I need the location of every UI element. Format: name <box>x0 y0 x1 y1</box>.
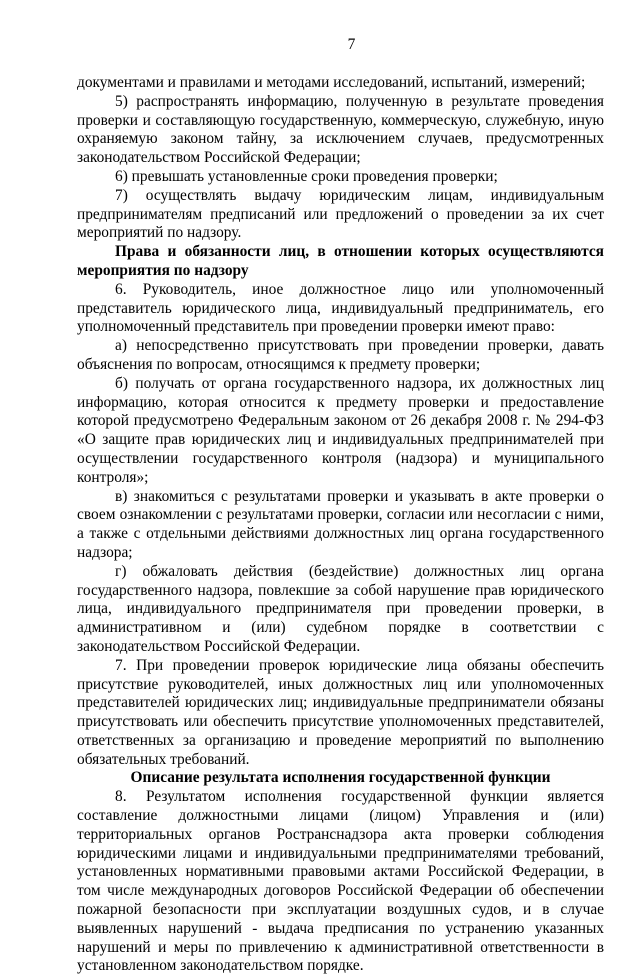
paragraph-item-5: 5) распространять информацию, полученную в результате проведения проверки и составляющую государственную, коммерческую, служебную, иную охраняемую законом тайну, за исключением случаев, предусмотренных законодательством Российской Федерации; <box>77 92 604 167</box>
paragraph-subitem-a: а) непосредственно присутствовать при проведении проверки, давать объяснения по вопросам, относящимся к предмету проверки; <box>77 337 604 373</box>
paragraph-subitem-g: г) обжаловать действия (бездействие) должностных лиц органа государственного надзора, повлекшие за собой нарушение прав юридического лица, индивидуального предпринимателя при проведении проверки, в административном и (или) судебном порядке в соответствии с законодательством Российской Федерации. <box>77 562 604 655</box>
paragraph-subitem-v: в) знакомиться с результатами проверки и указывать в акте проверки о своем ознакомлении с результатами проверки, согласии или несогласии с ними, а также с отдельными действиями должностных лиц органа государственного надзора; <box>77 487 604 561</box>
paragraph-clause-6: 6. Руководитель, иное должностное лицо или уполномоченный представитель юридического лица, индивидуальный предприниматель, его уполномоченный представитель при проведении проверки имеют право: <box>77 280 604 336</box>
section-heading-rights: Права и обязанности лиц, в отношении которых осуществляются мероприятия по надзору <box>77 243 604 279</box>
paragraph-continuation: документами и правилами и методами исследований, испытаний, измерений; <box>77 74 586 91</box>
paragraph-clause-7: 7. При проведении проверок юридические лица обязаны обеспечить присутствие руководителей, иных должностных лиц или уполномоченных представителей юридических лиц; индивидуальные предприниматели обязаны присутствовать или обеспечить присутствие уполномоченных представителей, ответственных за организацию и проведение мероприятий по выполнению обязательных требований. <box>77 656 604 768</box>
section-heading-result: Описание результата исполнения государственной функции <box>130 769 551 787</box>
paragraph-subitem-b: б) получать от органа государственного надзора, их должностных лиц информацию, которая относится к предмету проверки и предоставление которой предусмотрено Федеральным законом от 26 декабря 2008 г. № 294-ФЗ «О защите прав юридических лиц и индивидуальных предпринимателей при осуществлении государственного контроля (надзора) и муниципального контроля»; <box>77 374 604 486</box>
paragraph-item-7: 7) осуществлять выдачу юридическим лицам, индивидуальным предпринимателям предписаний или предложений о проведении за их счет мероприятий по надзору. <box>77 186 604 242</box>
page-number: 7 <box>347 36 356 53</box>
paragraph-item-6: 6) превышать установленные сроки проведения проверки; <box>115 167 498 185</box>
paragraph-clause-8: 8. Результатом исполнения государственной функции является составление должностными лицами (лицом) Управления и (или) территориальных органов Ространснадзора акта проверки соблюдения юридическими лицами и индивидуальными предпринимателями требований, установленных нормативными правовыми актами Российской Федерации, в том числе международных договоров Российской Федерации об обеспечении пожарной безопасности при эксплуатации воздушных судов, и в случае выявленных нарушений - выдача предписания по устранению указанных нарушений и меры по привлечению к административной ответственности в установленном законодательством порядке. <box>77 788 604 975</box>
